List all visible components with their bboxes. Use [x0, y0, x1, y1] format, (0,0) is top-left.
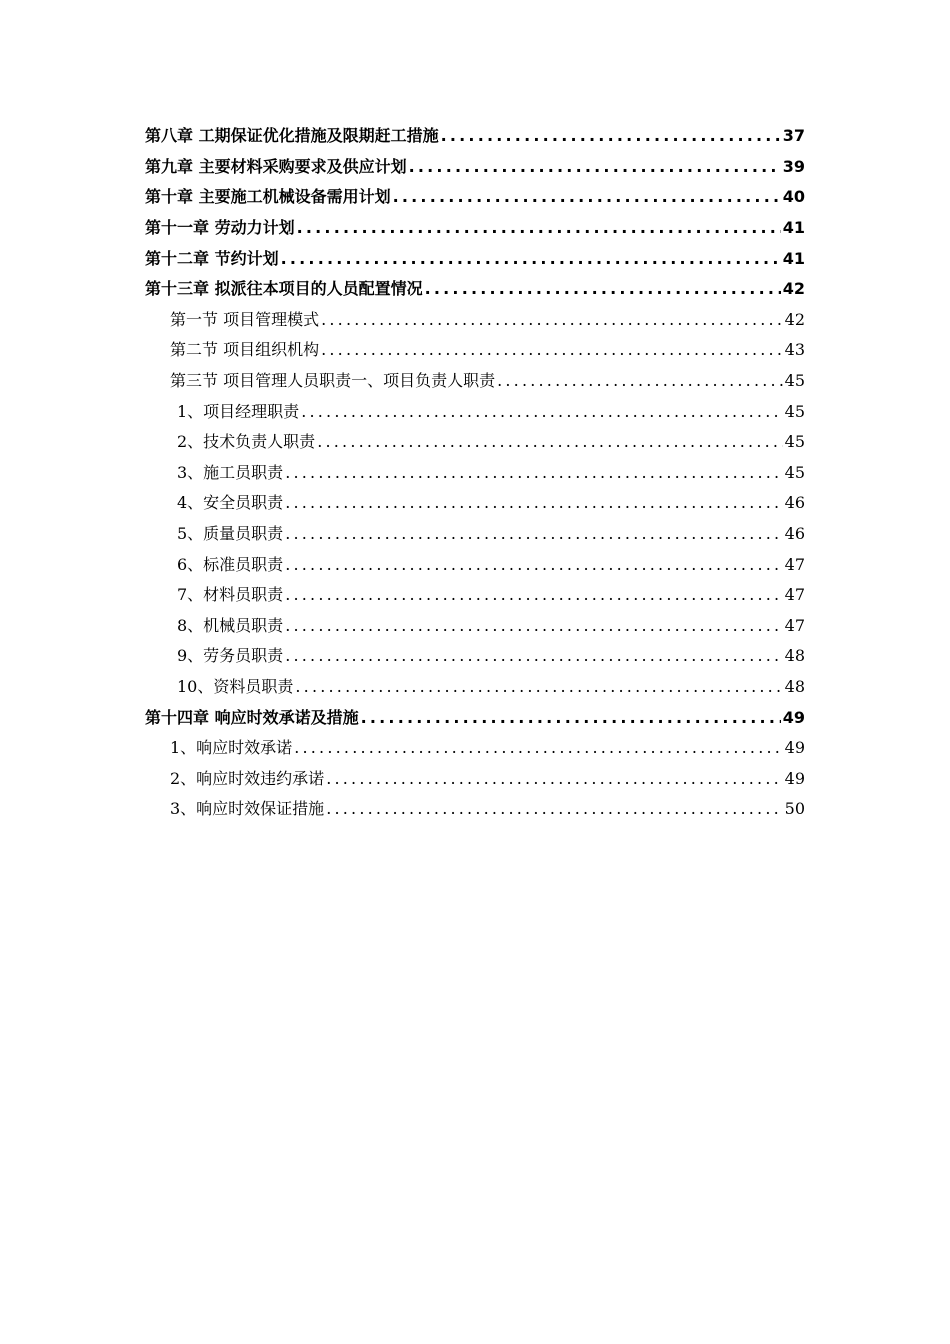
toc-dot-leader — [425, 279, 781, 299]
toc-entry-page: 47 — [784, 615, 805, 635]
toc-dot-leader — [285, 493, 782, 513]
toc-entry-title: 第三节 项目管理人员职责一、项目负责人职责 — [170, 371, 496, 391]
toc-entry-title: 第一节 项目管理模式 — [170, 309, 320, 329]
toc-entry-item-1[interactable] — [0, 396, 950, 427]
toc-entry-item-3[interactable] — [0, 458, 950, 489]
toc-entry-chapter-8[interactable] — [0, 121, 950, 152]
toc-entry-chapter-12[interactable] — [0, 243, 950, 274]
toc-entry-page: 49 — [782, 707, 805, 727]
toc-entry-title: 2、响应时效违约承诺 — [170, 768, 325, 788]
toc-entry-page: 39 — [782, 156, 805, 176]
toc-entry-chapter-11[interactable] — [0, 213, 950, 244]
toc-entry-title: 1、响应时效承诺 — [170, 738, 293, 758]
toc-entry-item-4[interactable] — [0, 488, 950, 519]
toc-entry-item-8[interactable] — [0, 611, 950, 642]
toc-entry-page: 47 — [784, 585, 805, 605]
toc-entry-item-2[interactable] — [0, 427, 950, 458]
toc-dot-leader — [285, 585, 782, 605]
toc-entry-response-1[interactable] — [0, 733, 950, 764]
toc-entry-page: 37 — [782, 126, 805, 146]
toc-entry-page: 41 — [782, 248, 805, 268]
toc-dot-leader — [281, 249, 781, 269]
toc-entry-title: 1、项目经理职责 — [177, 401, 300, 421]
toc-dot-leader — [285, 646, 782, 666]
toc-entry-page: 49 — [784, 738, 805, 758]
toc-entry-page: 42 — [784, 309, 805, 329]
toc-dot-leader — [326, 769, 782, 789]
toc-dot-leader — [295, 677, 782, 697]
toc-entry-response-2[interactable] — [0, 763, 950, 794]
toc-entry-chapter-9[interactable] — [0, 152, 950, 183]
toc-entry-title: 第九章 主要材料采购要求及供应计划 — [145, 156, 407, 176]
toc-entry-response-3[interactable] — [0, 794, 950, 825]
toc-dot-leader — [441, 126, 781, 146]
toc-entry-page: 43 — [784, 340, 805, 360]
toc-entry-chapter-14[interactable] — [0, 702, 950, 733]
toc-dot-leader — [361, 708, 781, 728]
toc-entry-item-7[interactable] — [0, 580, 950, 611]
toc-entry-page: 40 — [782, 187, 805, 207]
toc-entry-chapter-10[interactable] — [0, 182, 950, 213]
toc-entry-title: 4、安全员职责 — [177, 493, 284, 513]
toc-dot-leader — [285, 555, 782, 575]
toc-entry-title: 3、施工员职责 — [177, 462, 284, 482]
toc-dot-leader — [321, 340, 783, 360]
toc-entry-page: 45 — [784, 401, 805, 421]
toc-entry-title: 3、响应时效保证措施 — [170, 799, 325, 819]
toc-entry-title: 第八章 工期保证优化措施及限期赶工措施 — [145, 126, 439, 146]
toc-entry-title: 6、标准员职责 — [177, 554, 284, 574]
toc-entry-title: 第十三章 拟派往本项目的人员配置情况 — [145, 279, 423, 299]
toc-entry-title: 第十二章 节约计划 — [145, 248, 279, 268]
toc-entry-title: 8、机械员职责 — [177, 615, 284, 635]
toc-entry-page: 48 — [784, 676, 805, 696]
toc-entry-page: 45 — [784, 462, 805, 482]
toc-entry-title: 9、劳务员职责 — [177, 646, 284, 666]
toc-dot-leader — [393, 187, 781, 207]
toc-entry-page: 45 — [784, 371, 805, 391]
toc-entry-title: 2、技术负责人职责 — [177, 432, 316, 452]
toc-entry-page: 42 — [782, 279, 805, 299]
toc-entry-page: 46 — [784, 524, 805, 544]
toc-entry-section-1[interactable] — [0, 305, 950, 336]
toc-entry-page: 50 — [784, 799, 805, 819]
toc-dot-leader — [285, 616, 782, 636]
toc-dot-leader — [409, 157, 781, 177]
toc-dot-leader — [297, 218, 781, 238]
toc-entry-section-2[interactable] — [0, 335, 950, 366]
toc-entry-title: 7、材料员职责 — [177, 585, 284, 605]
toc-dot-leader — [301, 402, 782, 422]
toc-entry-item-9[interactable] — [0, 641, 950, 672]
toc-entry-title: 第十章 主要施工机械设备需用计划 — [145, 187, 391, 207]
toc-dot-leader — [321, 310, 783, 330]
toc-entry-title: 10、资料员职责 — [177, 676, 294, 696]
toc-dot-leader — [285, 524, 782, 544]
toc-entry-title: 5、质量员职责 — [177, 524, 284, 544]
toc-entry-chapter-13[interactable] — [0, 274, 950, 305]
toc-dot-leader — [497, 371, 783, 391]
toc-entry-page: 41 — [782, 218, 805, 238]
table-of-contents — [0, 121, 950, 825]
toc-entry-page: 45 — [784, 432, 805, 452]
toc-dot-leader — [294, 738, 782, 758]
toc-entry-page: 46 — [784, 493, 805, 513]
toc-entry-item-6[interactable] — [0, 549, 950, 580]
toc-entry-page: 49 — [784, 768, 805, 788]
toc-entry-section-3[interactable] — [0, 366, 950, 397]
toc-entry-title: 第十四章 响应时效承诺及措施 — [145, 707, 359, 727]
toc-dot-leader — [285, 463, 782, 483]
toc-entry-title: 第十一章 劳动力计划 — [145, 218, 295, 238]
toc-entry-page: 47 — [784, 554, 805, 574]
toc-entry-page: 48 — [784, 646, 805, 666]
toc-dot-leader — [326, 799, 782, 819]
toc-dot-leader — [317, 432, 782, 452]
toc-entry-title: 第二节 项目组织机构 — [170, 340, 320, 360]
toc-entry-item-10[interactable] — [0, 672, 950, 703]
toc-entry-item-5[interactable] — [0, 519, 950, 550]
